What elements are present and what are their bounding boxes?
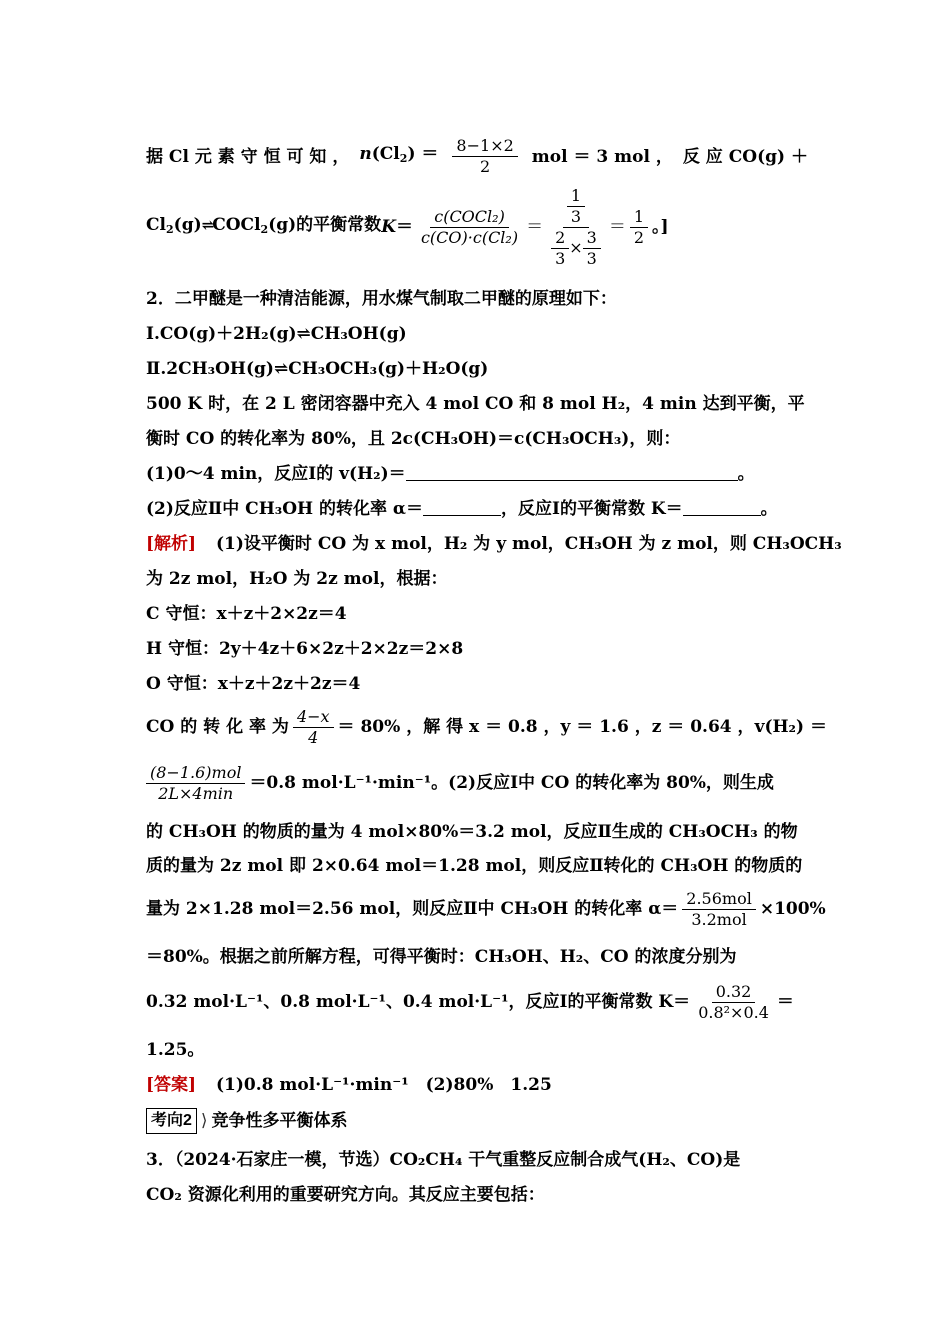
equals: ＝ [608,217,626,237]
question-3-line-2: CO₂ 资源化利用的重要研究方向。其反应主要包括： [146,1185,545,1205]
carbon-conservation: C 守恒：x＋z＋2×2z＝4 [146,604,347,624]
fraction: $\frac{0.32}{\text{0.8²×0.4}}$ [698,981,769,1022]
analysis-line-6: ＝80%。根据之前所解方程，可得平衡时：CH₃OH、H₂、CO 的浓度分别为 [146,947,737,967]
solution-line-2 [146,178,808,276]
question-3-line-1: 3．（2024·石家庄一模，节选）CO₂CH₄ 干气重整反应制合成气(H₂、CO)是 [146,1150,741,1170]
equals: ＝ [395,217,413,237]
text: 反 应 CO(g) ＋ [682,146,808,167]
fraction: $\frac{\text{(8−1.6)mol}}{2L\times 4\min}$ [146,763,245,804]
answer-blank[interactable] [423,515,501,516]
reaction: $Cl_2(g)\rightleftharpoons COCl_2(g)$的平衡常数 [146,214,382,236]
n-cl2-expression: $n(Cl_2)$ ＝ [359,144,439,165]
fraction: $\frac{4-x}{4}$ [293,707,334,748]
section-title: 竞争性多平衡体系 [211,1111,348,1130]
solution-line-1 [146,136,808,177]
analysis-tag: [解析] [146,534,197,554]
text: 据 Cl 元 素 守 恒 可 知 ， [146,146,350,167]
section-label: 考向2 [146,1108,197,1134]
condition-line-2: 衡时 CO 的转化率为 80%，且 2c(CH₃OH)＝c(CH₃OCH₃)，则： [146,429,681,449]
analysis-line-3: 的 CH₃OH 的物质的量为 4 mol×80%＝3.2 mol，反应Ⅱ生成的 CH₃OCH₃ 的物 [146,822,798,842]
equals: ＝ [526,217,544,237]
text: mol ＝ 3 mol ， [531,146,673,167]
analysis-line-8: 1.25。 [146,1040,205,1060]
conversion-line: CO 的 转 化 率 为 $\frac{4-x}{4}$ ＝ 80% ， 解 得 x ＝ 0.8 ， y ＝ 1.6 ， z ＝ 0.64 ， v(H₂) ＝ [146,706,827,747]
sub-question-1: (1)0～4 min，反应Ⅰ的 v(H₂)＝ 。 [146,464,755,484]
fraction-k-definition: $\frac{\text{c(COCl₂)}}{\text{c(CO)·c(Cl₂)}}$ [420,206,519,247]
analysis-line-1: [解析] (1)设平衡时 CO 为 x mol，H₂ 为 y mol，CH₃OH 为 z mol，则 CH₃OCH₃ [146,534,842,554]
fraction-result: $\frac{1}{2}$ [630,207,648,248]
reaction-2: Ⅱ.2CH₃OH(g)⇌CH₃OCH₃(g)＋H₂O(g) [146,359,489,379]
answer-tag: [答案] [146,1075,197,1095]
fraction: $\frac{\text{2.56mol}}{\text{3.2mol}}$ [682,889,756,930]
answer-line: [答案] (1)0.8 mol·L⁻¹·min⁻¹ (2)80% 1.25 [146,1075,552,1095]
analysis-line-5: 量为 2×1.28 mol＝2.56 mol，则反应Ⅱ中 CH₃OH 的转化率 α＝ $\frac{\text{2.56mol}}{\text{3.2mol}}$ ×100% [146,888,826,929]
sub-question-2: (2)反应Ⅱ中 CH₃OH 的转化率 α＝ ，反应Ⅰ的平衡常数 K＝ 。 [146,499,778,519]
section-header [146,1108,808,1134]
k-symbol: K [381,217,396,237]
rate-line: $\frac{\text{(8−1.6)mol}}{2L\times 4\min}$ ＝0.8 mol·L⁻¹·min⁻¹。(2)反应Ⅰ中 CO 的转化率为 80%，则生成 [146,760,808,806]
fraction: $\frac{8-1\times 2}{2}$ [452,136,517,177]
compound-fraction: $\frac{1}{3}$ $\frac{2}{3}$ × $\frac{3}{3}$ [547,186,605,269]
answer-blank[interactable] [406,480,738,481]
reaction-1: Ⅰ.CO(g)＋2H₂(g)⇌CH₃OH(g) [146,324,407,344]
oxygen-conservation: O 守恒：x＋z＋2z＋2z＝4 [146,674,361,694]
analysis-line-7: 0.32 mol·L⁻¹、0.8 mol·L⁻¹、0.4 mol·L⁻¹，反应Ⅰ的平衡常数 K＝ $\frac{0.32}{\text{0.8²×0.4}}$ ＝ [146,981,794,1022]
analysis-line-4: 质的量为 2z mol 即 2×0.64 mol＝1.28 mol，则反应Ⅱ转化的 CH₃OH 的物质的 [146,856,803,876]
answer-blank[interactable] [683,515,761,516]
condition-line-1: 500 K 时，在 2 L 密闭容器中充入 4 mol CO 和 8 mol H₂，4 min 达到平衡，平 [146,394,805,414]
text: 。] [652,217,669,237]
bracket-icon: ⟩ [200,1111,208,1131]
hydrogen-conservation: H 守恒：2y＋4z＋6×2z＋2×2z＝2×8 [146,639,464,659]
question-2-title: 2．二甲醚是一种清洁能源，用水煤气制取二甲醚的原理如下： [146,289,617,309]
analysis-line-2: 为 2z mol，H₂O 为 2z mol，根据： [146,569,448,589]
